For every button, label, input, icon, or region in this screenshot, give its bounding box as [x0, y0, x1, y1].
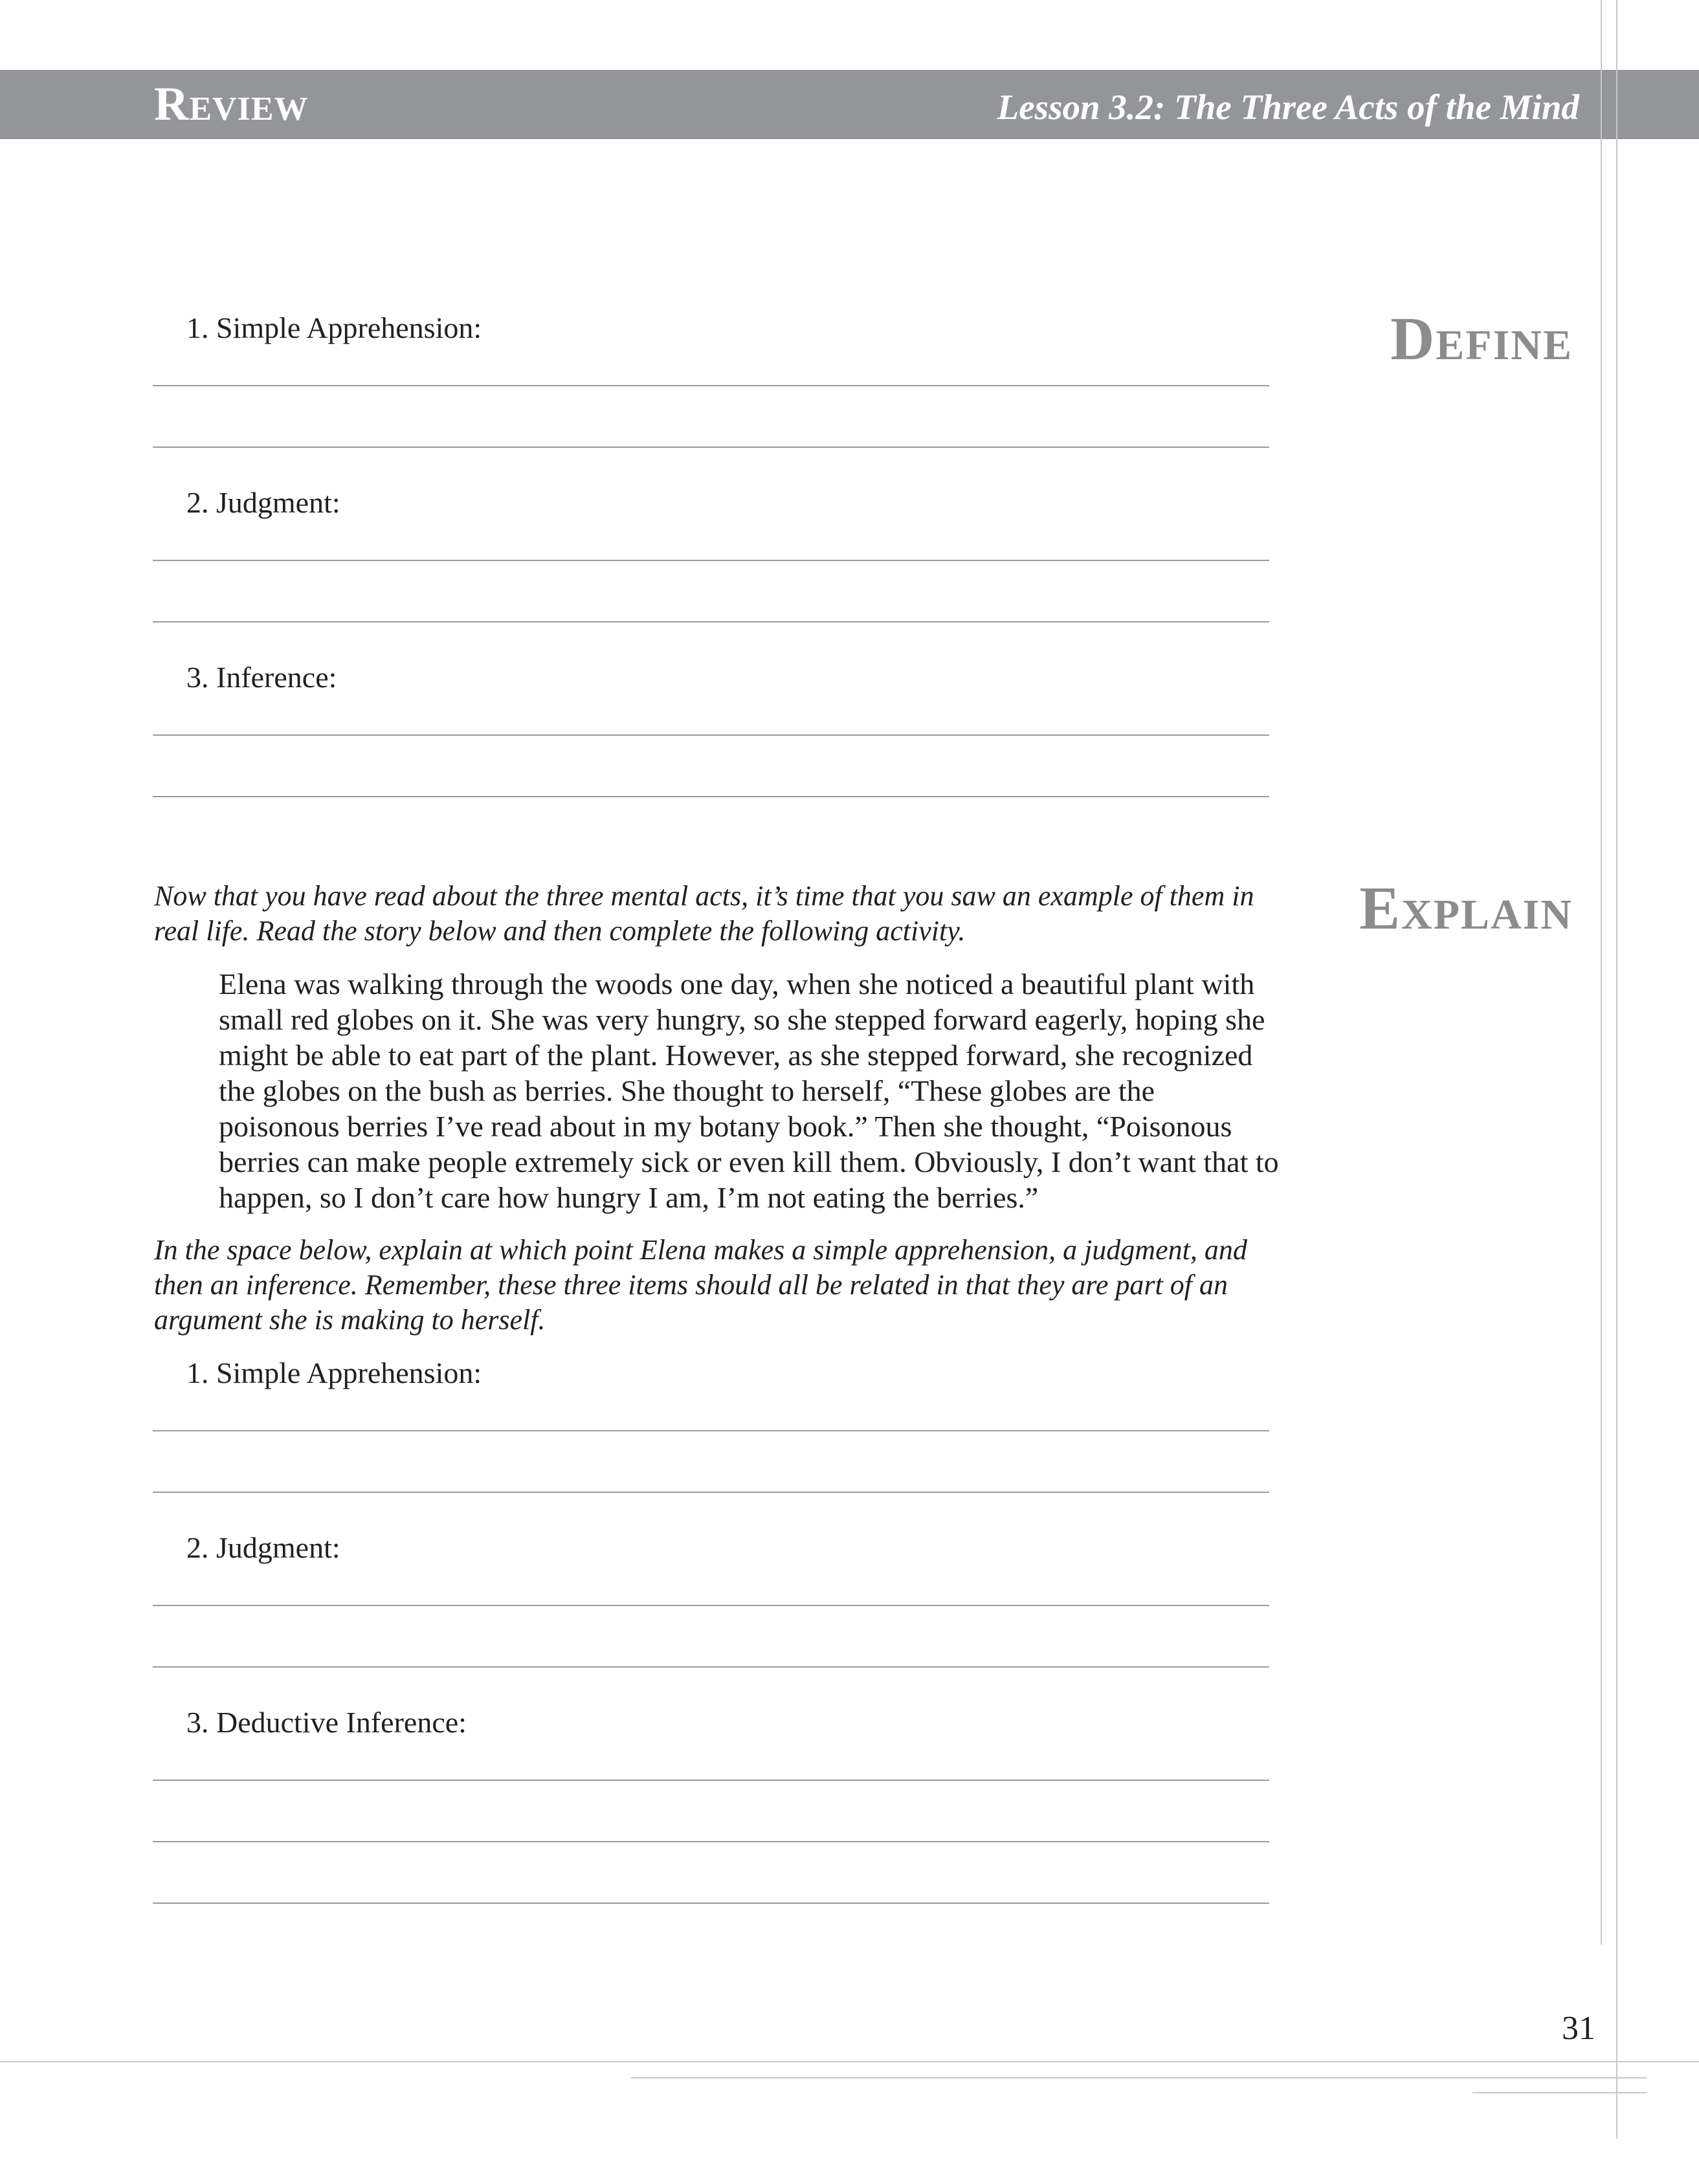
explain-item-3-label: 3. Deductive Inference: [186, 1706, 467, 1739]
answer-line[interactable] [153, 796, 1269, 797]
define-item-3-label: 3. Inference: [186, 661, 337, 694]
explain-item-1-label: 1. Simple Apprehension: [186, 1356, 482, 1389]
section-label: Review [154, 78, 309, 131]
explain-intro: Now that you have read about the three mental acts, it’s time that you saw an example of them in real life. Read the story below and then complete the following activity. [154, 880, 1254, 947]
answer-line[interactable] [153, 621, 1269, 623]
lesson-title: Lesson 3.2: The Three Acts of the Mind [997, 87, 1579, 127]
frame-rule-vertical [1601, 0, 1602, 1945]
answer-line[interactable] [153, 1780, 1269, 1781]
define-heading: Define [1390, 305, 1573, 373]
explain-item-2-label: 2. Judgment: [186, 1531, 340, 1564]
page-number: 31 [1562, 2010, 1595, 2047]
answer-line[interactable] [153, 1841, 1269, 1842]
answer-line[interactable] [153, 1430, 1269, 1431]
frame-rule-horizontal [1472, 2092, 1647, 2093]
answer-line[interactable] [153, 1666, 1269, 1668]
frame-rule-horizontal [0, 2061, 1699, 2062]
answer-line[interactable] [153, 1605, 1269, 1606]
story-paragraph: Elena was walking through the woods one day, when she noticed a beautiful plant with small red globes on it. She was very hungry, so she stepped forward eagerly, hoping she might be able to eat part of the plant. However, as she stepped forward, she recognized the globes on the bush as berries. She thought to herself, “These globes are the poisonous berries I’ve read about in my botany book.” Then she thought, “Poisonous berries can make people extremely sick or even kill them. Obviously, I don’t want that to happen, so I don’t care how hungry I am, I’m not eating the berries.” [219, 967, 1279, 1214]
define-item-2-label: 2. Judgment: [186, 486, 340, 519]
answer-line[interactable] [153, 1903, 1269, 1904]
answer-line[interactable] [153, 734, 1269, 736]
answer-line[interactable] [153, 447, 1269, 448]
answer-line[interactable] [153, 560, 1269, 561]
define-item-1-label: 1. Simple Apprehension: [186, 311, 482, 344]
explain-prompt: In the space below, explain at which point Elena makes a simple apprehension, a judgment, and then an inference. Remember, these three items should all be related in that they are part of an argument she is making to herself. [154, 1234, 1247, 1336]
answer-line[interactable] [153, 385, 1269, 386]
explain-heading: Explain [1359, 875, 1573, 942]
frame-rule-vertical [1616, 0, 1617, 2139]
frame-rule-horizontal [631, 2077, 1647, 2079]
answer-line[interactable] [153, 1492, 1269, 1493]
